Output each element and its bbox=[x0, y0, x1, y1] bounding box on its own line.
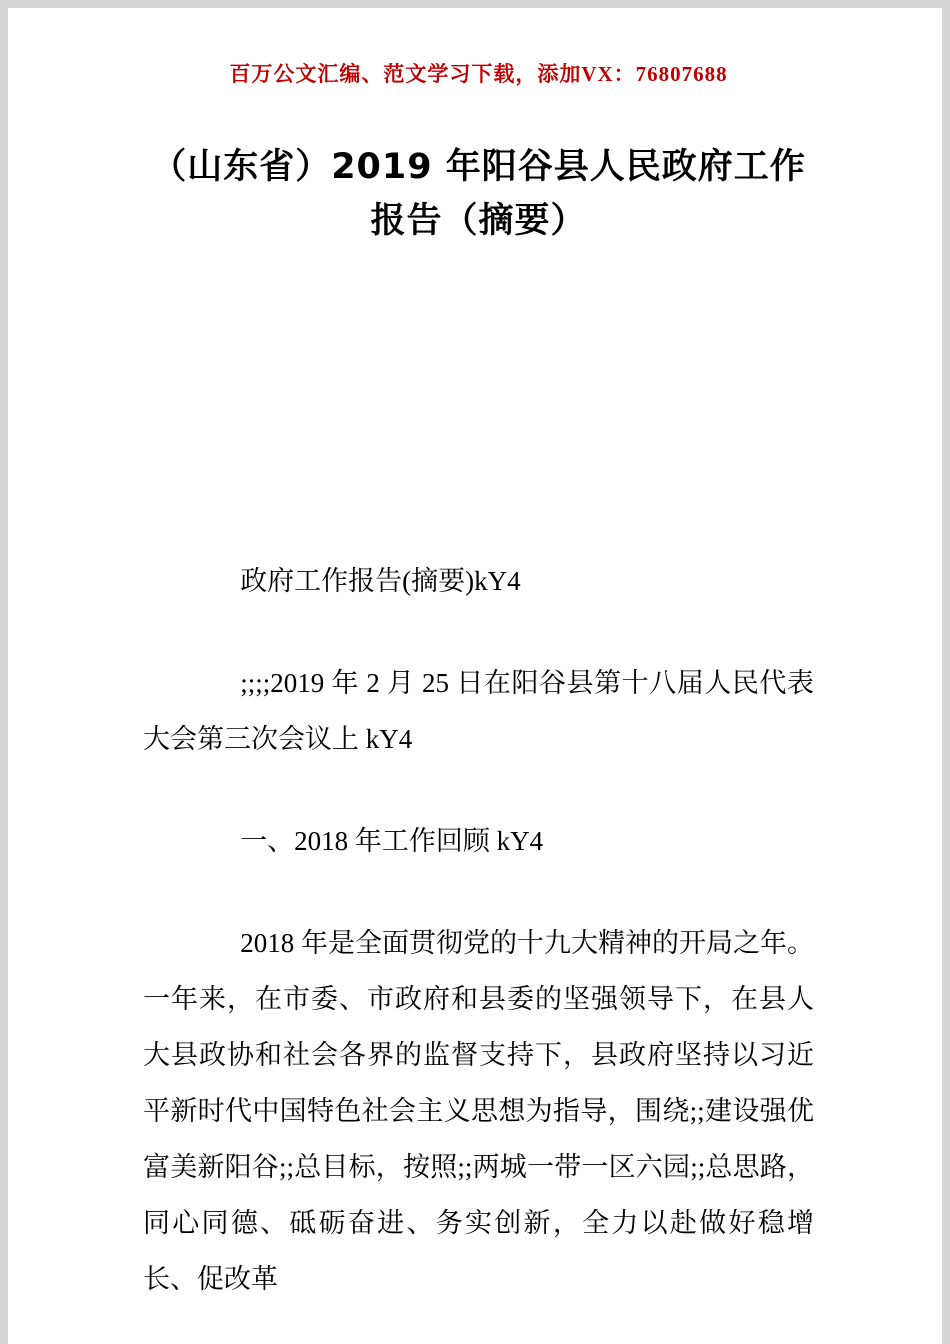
paragraph-section-heading: 一、2018 年工作回顾 kY4 bbox=[240, 826, 544, 856]
paragraph-report-heading: 政府工作报告(摘要)kY4 bbox=[240, 566, 521, 596]
document-page bbox=[8, 8, 942, 1344]
paragraph-body-text: 2018 年是全面贯彻党的十九大精神的开局之年。一年来，在市委、市政府和县委的坚强领导下，在县人大县政协和社会各界的监督支持下，县政府坚持以习近平新时代中国特色社会主义思想为指导，围绕;;建设强优富美新阳谷;;总目标，按照;;两城一带一区六园;;总思路，同心同德、砥砺奋进、务实创新，全力以赴做好稳增长、促改革 bbox=[143, 928, 814, 1294]
header-notice: 百万公文汇编、范文学习下载，添加VX：76807688 bbox=[229, 62, 728, 86]
paragraph-meeting-date: ;;;;2019 年 2 月 25 日在阳谷县第十八届人民代表大会第三次会议上 kY4 bbox=[143, 668, 814, 754]
document-body bbox=[143, 553, 814, 1307]
document-title: （山东省）2019 年阳谷县人民政府工作报告（摘要） bbox=[151, 147, 806, 241]
